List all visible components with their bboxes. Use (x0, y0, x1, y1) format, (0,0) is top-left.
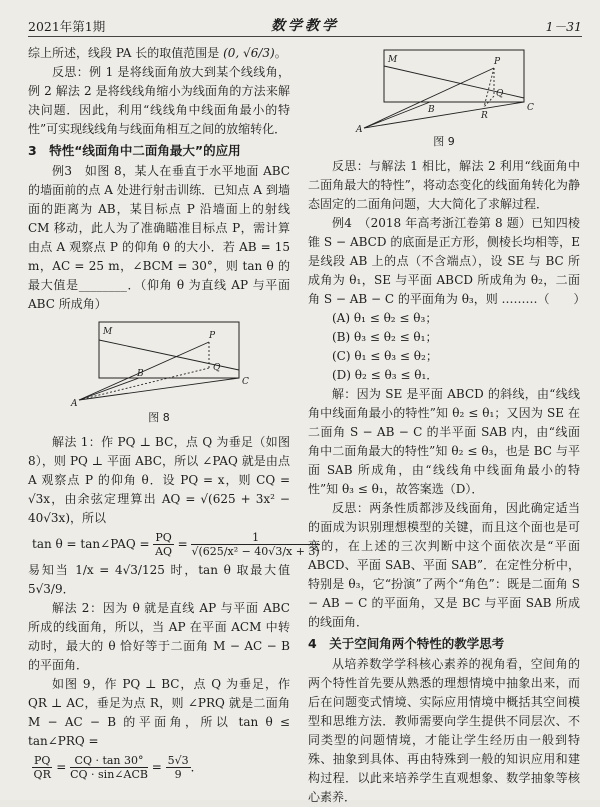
option-d: (D) θ₂ ≤ θ₃ ≤ θ₁． (332, 368, 439, 382)
label-Q: Q (496, 89, 504, 99)
paragraph-conclusion (28, 44, 290, 63)
denominator: AQ (155, 545, 173, 558)
interval: (0, √6/3) (223, 46, 275, 60)
fraction (166, 754, 191, 781)
figure-9-caption: 图 9 (433, 135, 455, 148)
option-c: (C) θ₁ ≤ θ₃ ≤ θ₂； (332, 349, 438, 363)
right-column (308, 44, 586, 807)
paragraph-solution-2: 解法 2：因为 θ 就是直线 AP 与平面 ABC 所成的线面角，所以，当 AP 在平面 ACM 中转动时，最大的 θ 恰好等于二面角 M − AC − B 的平面角． (28, 601, 290, 672)
fraction (32, 754, 52, 781)
denominator: 9 (174, 768, 182, 781)
numerator: PQ (155, 531, 172, 544)
figure-8-caption: 图 8 (148, 411, 170, 424)
paragraph-reflection-1: 反思：例 1 是将线面角放大到某个线线角，例 2 解法 2 是将线线角缩小为线面角的方法来解决问题．因此，利用“线线角中线面角最小的特性”可实现线线角与线面角相互之间的放缩转化． (28, 65, 290, 136)
paragraph-reflection-3: 反思：两条性质都涉及线面角，因此确定适当的面成为识别理想模型的关键，而且这个面也是可变的，在上述的三次判断中这个面依次是“平面 ABCD、平面 SAB、平面 SAB”．在定性分析中，特别是 θ₃，它“扮演”了两个“角色”：既是二面角 S − AB − C 的平面角，又是 BC 与平面 SAB 所成的线面角． (308, 501, 580, 629)
section-heading-3: 3 特性“线面角中二面角最大”的应用 (28, 143, 241, 158)
paragraph-teaching: 从培养数学学科核心素养的视角看，空间角的两个特性首先要从熟悉的理想情境中抽象出来，而后在问题变式情境、实际应用情境中概括其空间模型和思维方法．教师需要向学生提供不同层次、不同类型的问题情境，才能让学生经历由一般到特殊、抽象到具体、再由特殊到一般的知识应用和建构过程．以此来培养学生直观想象、数学抽象等核心素养． (308, 657, 580, 804)
label-Q: Q (213, 363, 221, 373)
figure-8 (59, 318, 259, 408)
journal-title: 数学教学 (271, 18, 339, 34)
page-number: 1－31 (545, 19, 582, 34)
option-a: (A) θ₁ ≤ θ₂ ≤ θ₃； (332, 311, 438, 325)
text: ． (190, 760, 203, 774)
label-P: P (209, 331, 216, 341)
option-b: (B) θ₃ ≤ θ₂ ≤ θ₁； (332, 330, 438, 344)
label-A: A (71, 399, 78, 408)
paragraph-reflection-2: 反思：与解法 1 相比，解法 2 利用“线面角中二面角最大的特性”，将动态变化的线面角转化为静态固定的二面角问题，大大简化了求解过程． (308, 159, 580, 211)
numerator: 5√3 (167, 754, 189, 767)
section-heading-4: 4 关于空间角两个特性的教学思考 (308, 636, 505, 651)
denominator: QR (33, 768, 51, 781)
denominator: CQ · sin∠ACB (70, 768, 148, 781)
denominator: √(625/x² − 40√3/x + 3) (191, 545, 320, 558)
fraction (70, 754, 148, 781)
equation-1: tan θ = tan∠PAQ = $\frac{PQ}{AQ}$ = $\frac{1}{\text{√(625/x² − 40√3/x + 3)}}$ (32, 531, 320, 558)
paragraph-example-3: 例3 如图 8，某人在垂直于水平地面 ABC 的墙面前的点 A 处进行射击训练．已知点 A 到墙面的距离为 AB，某目标点 P 沿墙面上的射线 CM 移动，此人为了准确瞄准目标点 P，需计算由点 A 观察点 P 的仰角 θ 的大小．若 AB = 15 m，AC = 25 m，∠BCM = 30°，则 tan θ 的最大值是________．（仰角 θ 为直线 AP 与平面 ABC 所成角） (28, 164, 290, 311)
label-B: B (137, 369, 144, 379)
text: 。 (274, 46, 287, 60)
eq-lhs: tan θ = tan∠PAQ = (32, 537, 150, 551)
label-P: P (494, 57, 501, 67)
label-B: B (428, 105, 435, 115)
left-column (28, 44, 320, 784)
page-header (28, 14, 582, 37)
issue-label: 2021年第1期 (28, 19, 106, 34)
label-M: M (103, 327, 113, 337)
figure-9 (344, 48, 544, 132)
label-C: C (242, 377, 249, 387)
label-R: R (481, 111, 488, 121)
paragraph-solution-ex4: 解：因为 SE 是平面 ABCD 的斜线，由“线线角中线面角最小的特性”知 θ₂ ≤ θ₁；又因为 SE 在二面角 S − AB − C 的半平面 SAB 内，由“线面角中二面角最大的特性”知 θ₂ ≤ θ₃，也是 BC 与平面 SAB 所成角，由“线线角中线面角最小的特性”知 θ₃ ≤ θ₁，故答案选（D）． (308, 387, 580, 496)
paragraph-solution-1: 解法 1：作 PQ ⊥ BC，点 Q 为垂足（如图 8），则 PQ ⊥ 平面 ABC，所以 ∠PAQ 就是由点 A 观察点 P 的仰角 θ．设 PQ = x，则 CQ = √3x，由余弦定理算出 AQ = √(625 + 3x² − 40√3x)，所以 (28, 435, 290, 525)
paragraph-max-value: 易知当 1/x = 4√3/125 时，tan θ 取最大值 5√3/9． (28, 563, 290, 596)
equation-2: $\frac{PQ}{QR}$ = $\frac{CQ \cdot \tan 30^\circ}{\text{CQ · sin∠ACB}}$ = $\frac{5√3}{9}$ ． (33, 754, 203, 781)
text: 综上所述，线段 PA 长的取值范围是 (28, 46, 220, 60)
label-C: C (527, 103, 534, 113)
paragraph-example-4: 例4 （2018 年高考浙江卷第 8 题）已知四棱锥 S − ABCD 的底面是正方形，侧棱长均相等，E 是线段 AB 上的点（不含端点），设 SE 与 BC 所成角为 θ₁，SE 与平面 ABCD 所成角为 θ₂，二面角 S − AB − C 的平面角为 θ₃，则 ………（ ） (308, 216, 586, 306)
fraction (191, 531, 319, 558)
fraction (153, 531, 173, 558)
paragraph-figure-9-text: 如图 9，作 PQ ⊥ BC，点 Q 为垂足，作 QR ⊥ AC，垂足为点 R，则 ∠PRQ 就是二面角 M − AC − B 的平面角，所以 tan θ ≤ tan∠PRQ = (28, 677, 290, 748)
label-M: M (388, 55, 398, 65)
numerator: 1 (191, 531, 319, 545)
numerator: CQ · tan 30° (70, 754, 148, 768)
numerator: PQ (34, 754, 51, 767)
label-A: A (356, 125, 363, 132)
